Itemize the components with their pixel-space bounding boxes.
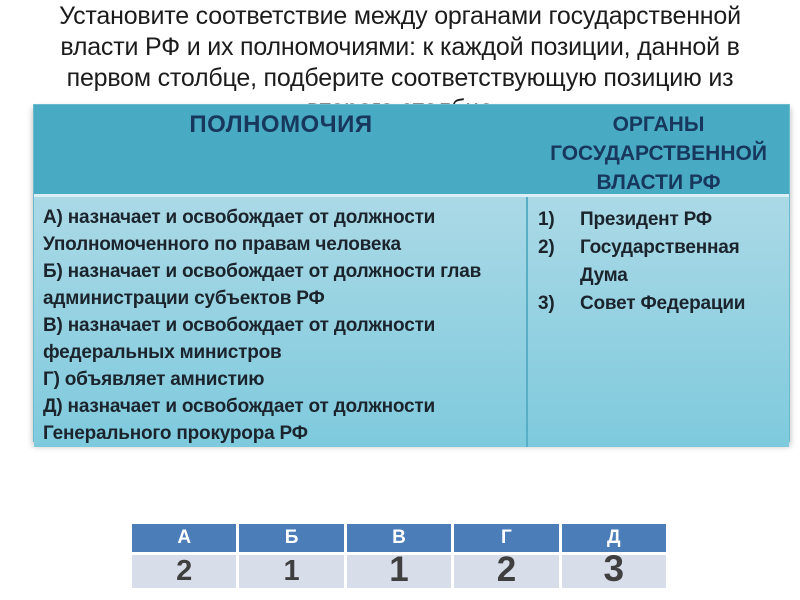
answer-column-d: Д (562, 524, 666, 552)
matching-table (33, 104, 790, 442)
organ-label: Президент РФ (580, 209, 712, 230)
title-line: Установите соответствие между органами государственной (59, 2, 741, 30)
header-organs: ОРГАНЫ ГОСУДАРСТВЕННОЙ ВЛАСТИ РФ (550, 113, 767, 194)
answer-column-g: Г (454, 524, 558, 552)
matching-table-body (34, 197, 789, 447)
answer-value-b: 1 (239, 555, 343, 588)
organ-label: Совет Федерации (580, 293, 746, 314)
power-item-d: Д) назначает и освобождает от должности Генерального прокурора РФ (43, 396, 435, 444)
header-powers: ПОЛНОМОЧИЯ (189, 111, 373, 138)
powers-column (34, 197, 528, 447)
power-item-b: Б) назначает и освобождает от должности глав администрации субъектов РФ (43, 261, 482, 309)
organ-item-1 (538, 206, 783, 234)
title-line: власти РФ и их полномочиями: к каждой позиции, данной в (60, 33, 740, 61)
power-item-a: А) назначает и освобождает от должности Уполномоченного по правам человека (43, 207, 436, 255)
organs-column (528, 197, 789, 447)
answer-value-v: 1 (347, 555, 451, 588)
answer-values-row (132, 548, 666, 589)
answer-value-d: 3 (562, 555, 666, 588)
organ-number: 2) (538, 237, 555, 258)
answer-table (132, 524, 666, 588)
organ-item-2 (538, 234, 783, 290)
answer-column-a: А (132, 524, 236, 552)
answer-column-v: В (347, 524, 451, 552)
answer-value-a: 2 (132, 555, 236, 588)
matching-table-header (34, 105, 789, 194)
organ-item-3 (538, 290, 783, 318)
power-item-v: В) назначает и освобождает от должности федеральных министров (43, 315, 436, 363)
answer-header-row (132, 524, 666, 552)
answer-value-g: 2 (454, 555, 558, 588)
answer-column-b: Б (239, 524, 343, 552)
title-line: первом столбце, подберите соответствующую позицию из (66, 64, 734, 92)
organ-label: Государственная Дума (580, 237, 740, 286)
power-item-g: Г) объявляет амнистию (43, 369, 265, 390)
organ-number: 1) (538, 209, 555, 230)
organ-number: 3) (538, 293, 555, 314)
